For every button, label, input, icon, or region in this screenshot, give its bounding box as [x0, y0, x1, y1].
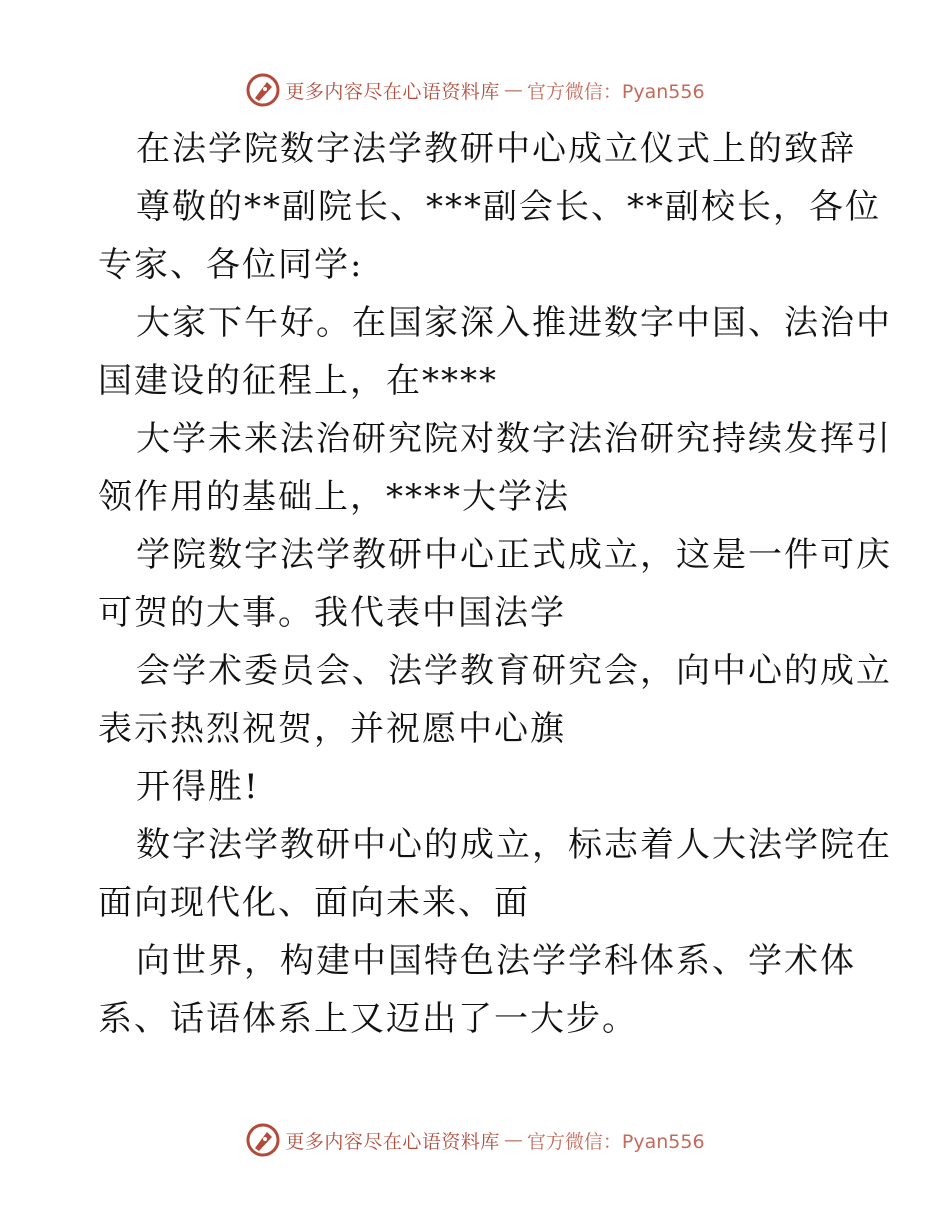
paragraph-line: 会学术委员会、法学教育研究会，向中心的成立 — [136, 651, 892, 691]
footer-banner-dash: — — [503, 1129, 523, 1151]
document-title: 在法学院数字法学教研中心成立仪式上的致辞 — [136, 129, 856, 169]
header-wechat-text: 官方微信：Pyan556 — [526, 80, 705, 103]
paragraph-line: 大家下午好。在国家深入推进数字中国、法治中 — [136, 303, 892, 343]
paragraph-line: 面向现代化、面向未来、面 — [98, 883, 530, 923]
page-header — [0, 70, 950, 110]
footer-wechat-text: 官方微信：Pyan556 — [526, 1130, 705, 1153]
paragraph-line: 向世界，构建中国特色法学学科体系、学术体 — [136, 941, 856, 981]
paragraph-line: 尊敬的**副院长、***副会长、**副校长，各位 — [136, 187, 881, 227]
paragraph-line: 领作用的基础上，****大学法 — [98, 477, 570, 517]
header-banner-text: 更多内容尽在心语资料库 — [285, 80, 500, 103]
paragraph-line: 大学未来法治研究院对数字法治研究持续发挥引 — [136, 419, 892, 459]
footer-banner — [245, 1122, 704, 1158]
pen-nib-logo-icon — [245, 1122, 281, 1158]
header-banner-dash: — — [503, 79, 523, 101]
paragraph-line: 专家、各位同学: — [98, 245, 364, 285]
paragraph-line: 开得胜! — [136, 767, 260, 807]
paragraph-line: 学院数字法学教研中心正式成立，这是一件可庆 — [136, 535, 892, 575]
document-body — [98, 120, 892, 1048]
paragraph-line: 表示热烈祝贺，并祝愿中心旗 — [98, 709, 566, 749]
pen-nib-logo-icon — [245, 72, 281, 108]
paragraph-line: 国建设的征程上，在**** — [98, 361, 498, 401]
paragraph-line: 可贺的大事。我代表中国法学 — [98, 593, 566, 633]
header-banner — [245, 72, 704, 108]
page-footer — [0, 1120, 950, 1160]
footer-banner-text: 更多内容尽在心语资料库 — [285, 1130, 500, 1153]
paragraph-line: 系、话语体系上又迈出了一大步。 — [98, 999, 638, 1039]
paragraph-line: 数字法学教研中心的成立，标志着人大法学院在 — [136, 825, 892, 865]
